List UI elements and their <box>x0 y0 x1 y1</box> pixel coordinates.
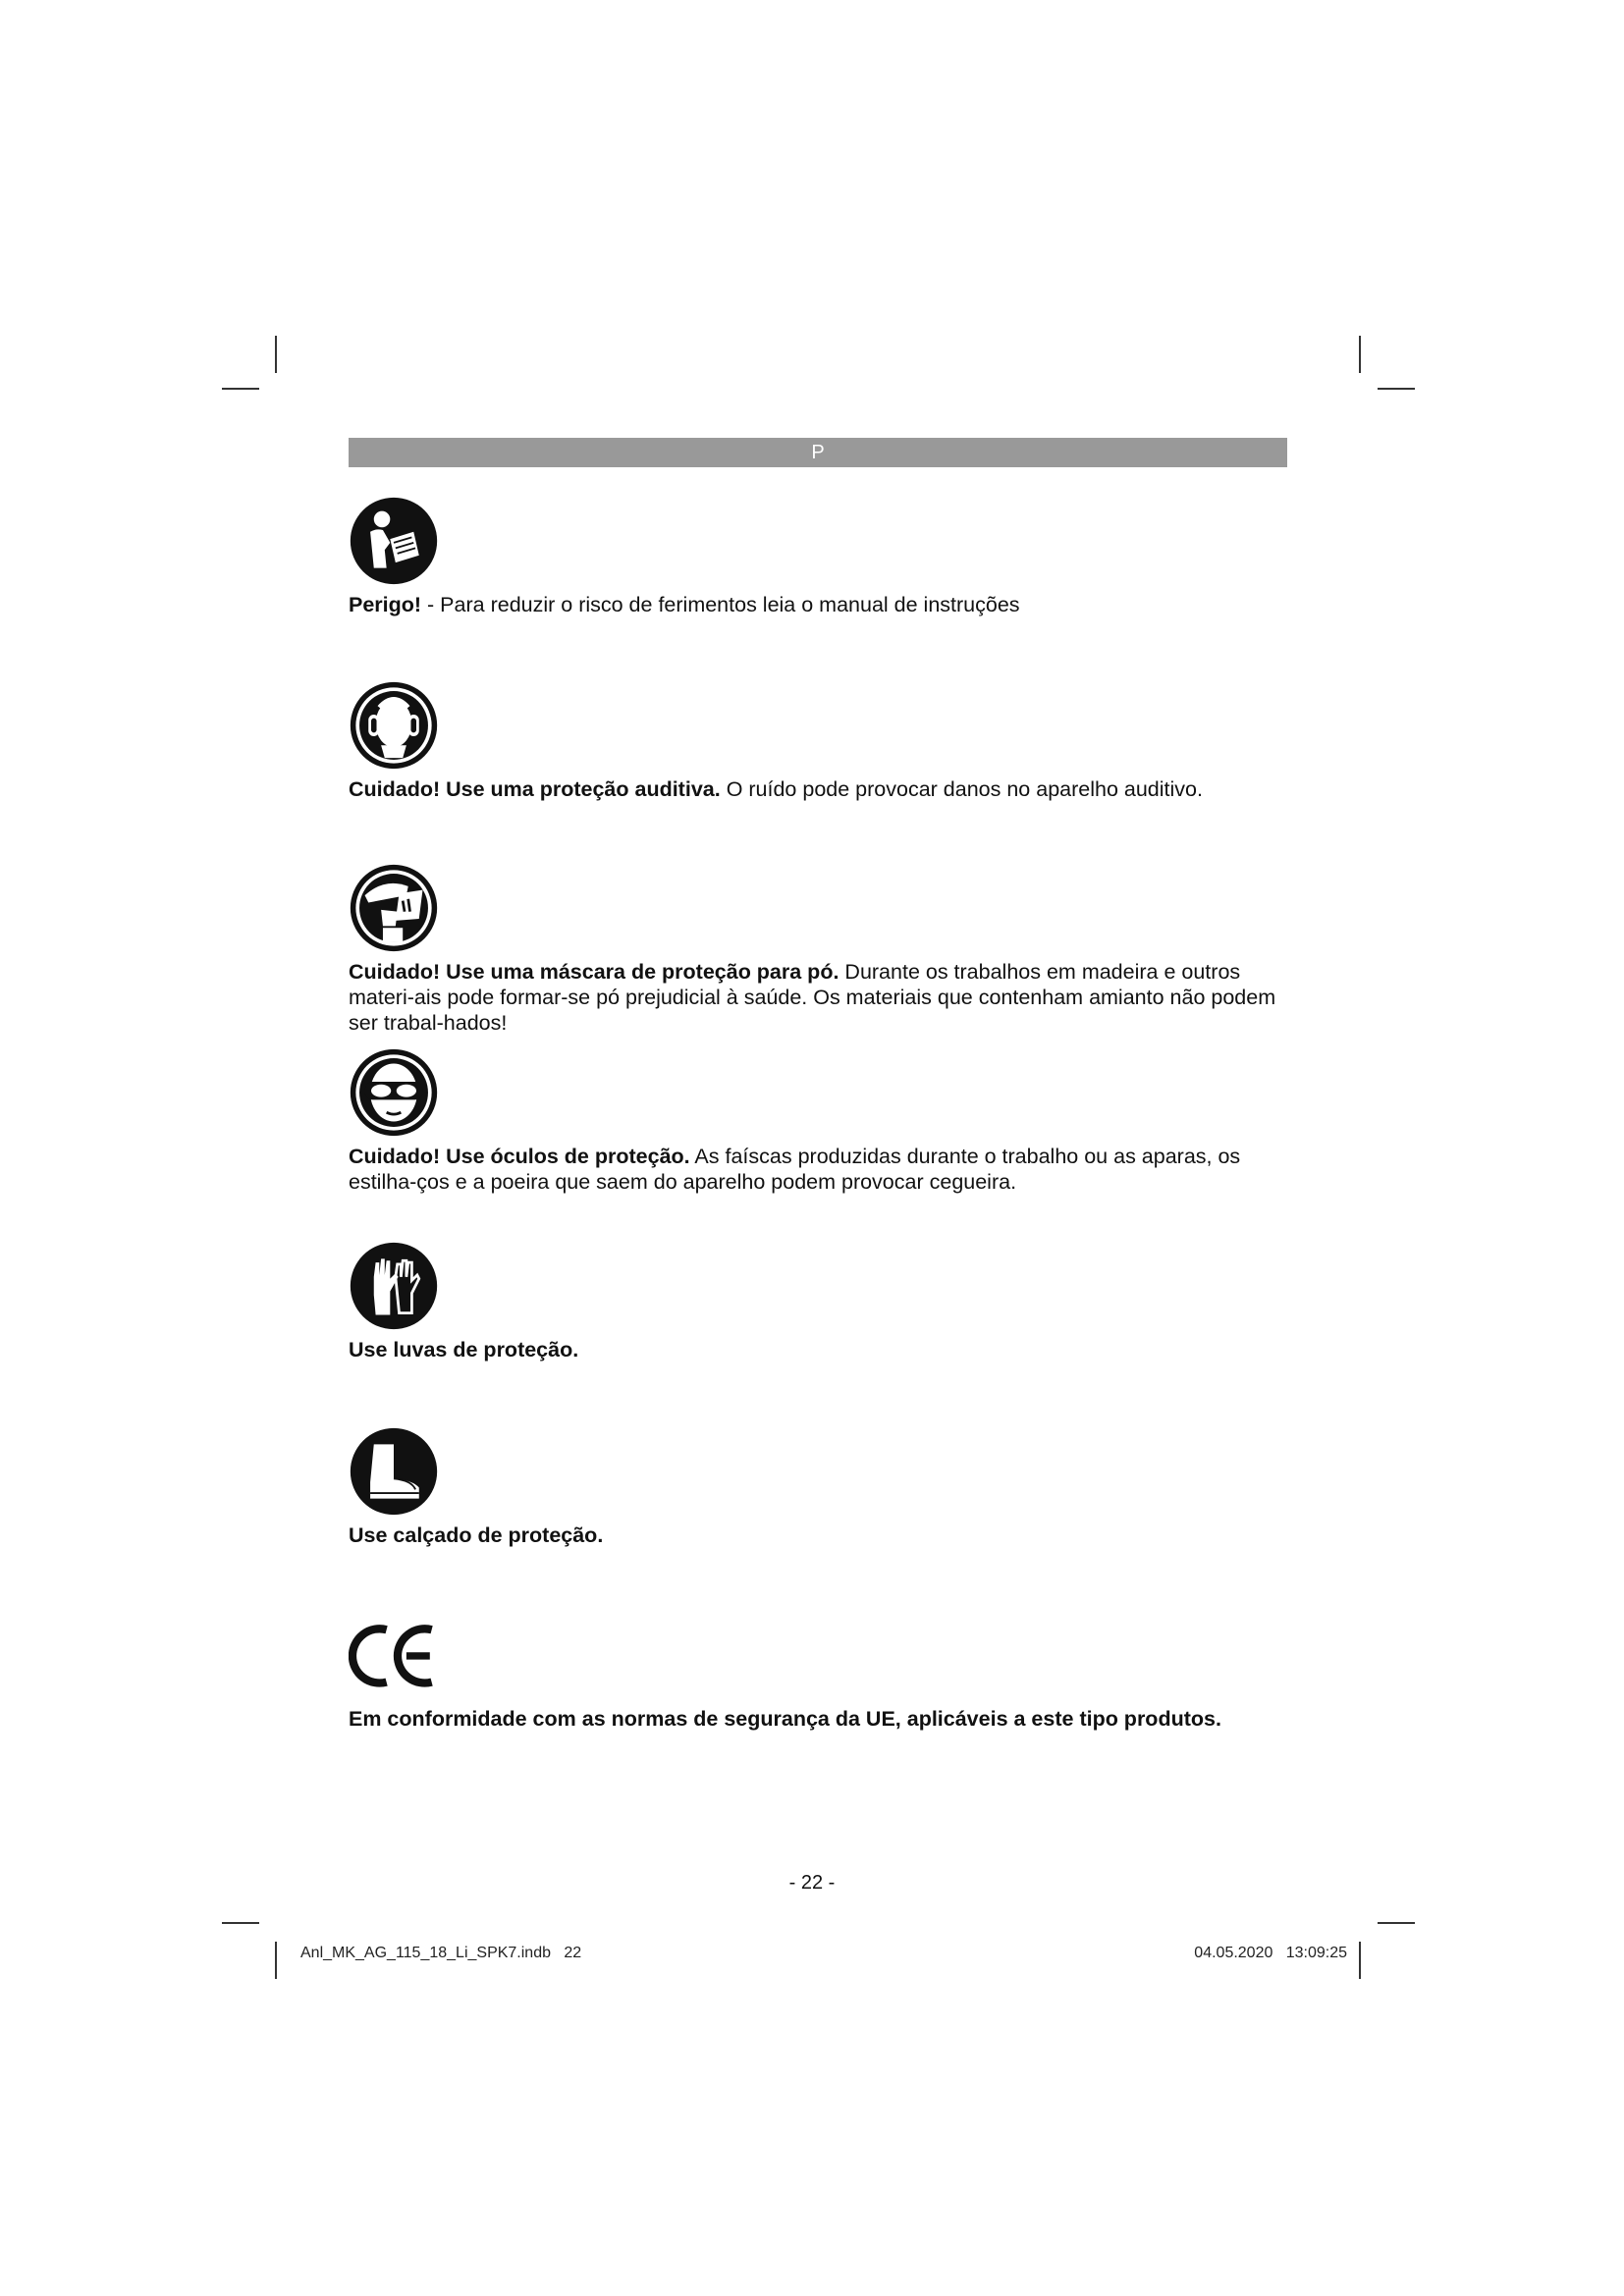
warning-detail: As faíscas produzidas durante o trabalho ou as aparas, os estilha-ços e a poeira que saem do aparelho podem provocar cegueira. <box>349 1145 1241 1194</box>
warning-detail: - Para reduzir o risco de ferimentos leia o manual de instruções <box>421 593 1020 616</box>
page-number: - 22 - <box>788 1872 836 1894</box>
crop-mark <box>275 336 277 373</box>
warning-text <box>349 1522 1287 1548</box>
warning-text <box>349 1337 1287 1362</box>
warning-protective-gloves <box>349 1241 1287 1362</box>
crop-mark <box>222 1922 259 1924</box>
warning-detail: Durante os trabalhos em madeira e outros materi-ais pode formar-se pó prejudicial à saúde. Os materiais que contenham amianto não podem ser trabal-hados! <box>349 960 1276 1035</box>
warning-bold: Cuidado! Use uma proteção auditiva. <box>349 777 721 801</box>
warning-ear-protection <box>349 680 1287 802</box>
warning-detail: O ruído pode provocar danos no aparelho auditivo. <box>720 777 1203 801</box>
warning-read-manual <box>349 496 1287 617</box>
ear-protection-icon <box>349 680 439 771</box>
footer-file-name: Anl_MK_AG_115_18_Li_SPK7.indb 22 <box>300 1945 582 1961</box>
language-label: P <box>811 442 825 463</box>
warning-text <box>349 776 1287 802</box>
ce-conformity <box>349 1610 1287 1732</box>
warning-safety-goggles <box>349 1047 1287 1195</box>
ce-mark-icon <box>349 1610 439 1700</box>
warning-bold: Use calçado de proteção. <box>349 1523 604 1547</box>
footer-timestamp: 04.05.2020 13:09:25 <box>1194 1945 1347 1961</box>
protective-gloves-icon <box>349 1241 439 1331</box>
crop-mark <box>222 388 259 390</box>
safety-goggles-icon <box>349 1047 439 1138</box>
read-manual-icon <box>349 496 439 586</box>
warning-text <box>349 959 1287 1036</box>
warning-dust-mask <box>349 863 1287 1036</box>
safety-boots-icon <box>349 1426 439 1517</box>
warning-bold: Perigo! <box>349 593 422 616</box>
crop-mark <box>1378 388 1415 390</box>
warning-bold: Use luvas de proteção. <box>349 1338 579 1362</box>
crop-mark <box>1378 1922 1415 1924</box>
language-header-bar <box>349 438 1287 467</box>
conformity-text <box>349 1706 1287 1732</box>
warning-text <box>349 1144 1287 1195</box>
warning-safety-boots <box>349 1426 1287 1548</box>
dust-mask-icon <box>349 863 439 953</box>
conformity-bold: Em conformidade com as normas de segurança da UE, aplicáveis a este tipo produtos. <box>349 1707 1221 1731</box>
warning-bold: Cuidado! Use uma máscara de proteção para pó. <box>349 960 839 984</box>
warning-bold: Cuidado! Use óculos de proteção. <box>349 1145 690 1168</box>
warning-text <box>349 592 1287 617</box>
crop-mark <box>1359 336 1361 373</box>
crop-mark <box>1359 1942 1361 1979</box>
crop-mark <box>275 1942 277 1979</box>
